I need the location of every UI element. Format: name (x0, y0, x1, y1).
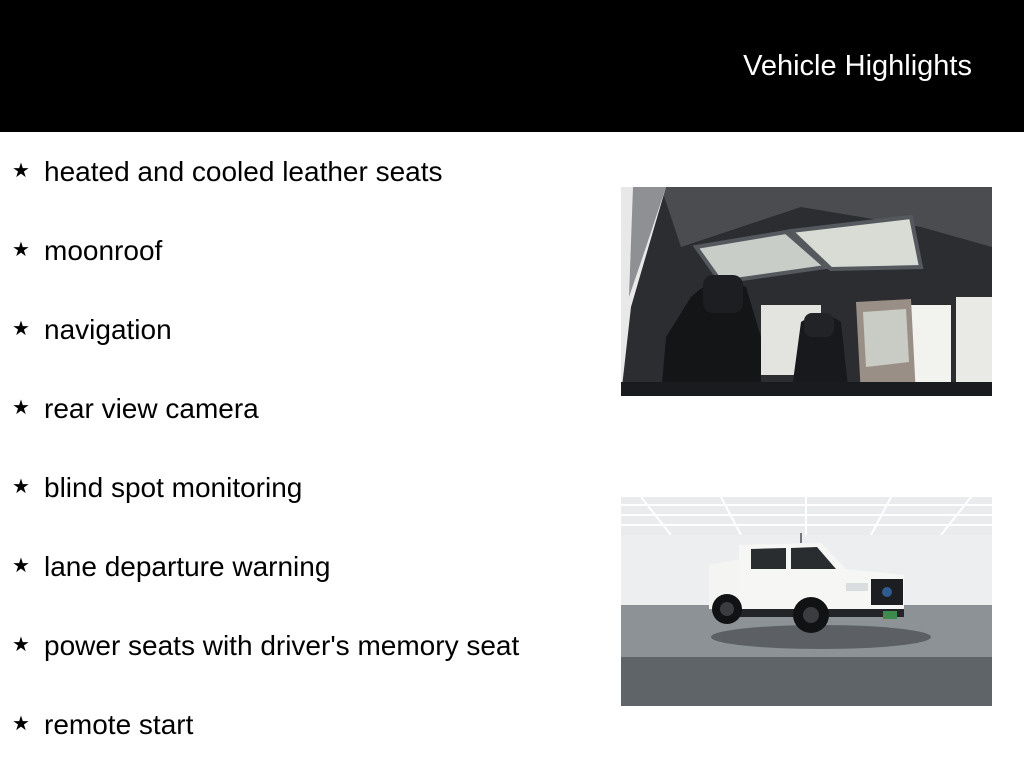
feature-item (0, 549, 600, 589)
feature-label: rear view camera (44, 393, 259, 424)
feature-label: heated and cooled leather seats (44, 156, 443, 187)
page-title: Vehicle Highlights (743, 50, 972, 82)
feature-label: power seats with driver's memory seat (44, 630, 520, 661)
star-icon: ★ (12, 160, 30, 182)
star-icon: ★ (12, 318, 30, 340)
white-pickup-truck-photo (621, 497, 992, 706)
feature-label: moonroof (44, 235, 163, 266)
feature-item (0, 233, 600, 273)
page-header (0, 0, 1024, 132)
feature-item (0, 154, 600, 194)
feature-label: lane departure warning (44, 551, 331, 582)
star-icon: ★ (12, 476, 30, 498)
interior-moonroof-photo (621, 187, 992, 396)
feature-item (0, 312, 600, 352)
star-icon: ★ (12, 634, 30, 656)
feature-item (0, 628, 600, 668)
feature-item (0, 707, 600, 747)
feature-label: remote start (44, 709, 194, 740)
feature-label: blind spot monitoring (44, 472, 303, 503)
star-icon: ★ (12, 555, 30, 577)
feature-item (0, 470, 600, 510)
star-icon: ★ (12, 713, 30, 735)
star-icon: ★ (12, 239, 30, 261)
feature-item (0, 391, 600, 431)
star-icon: ★ (12, 397, 30, 419)
feature-label: navigation (44, 314, 172, 345)
